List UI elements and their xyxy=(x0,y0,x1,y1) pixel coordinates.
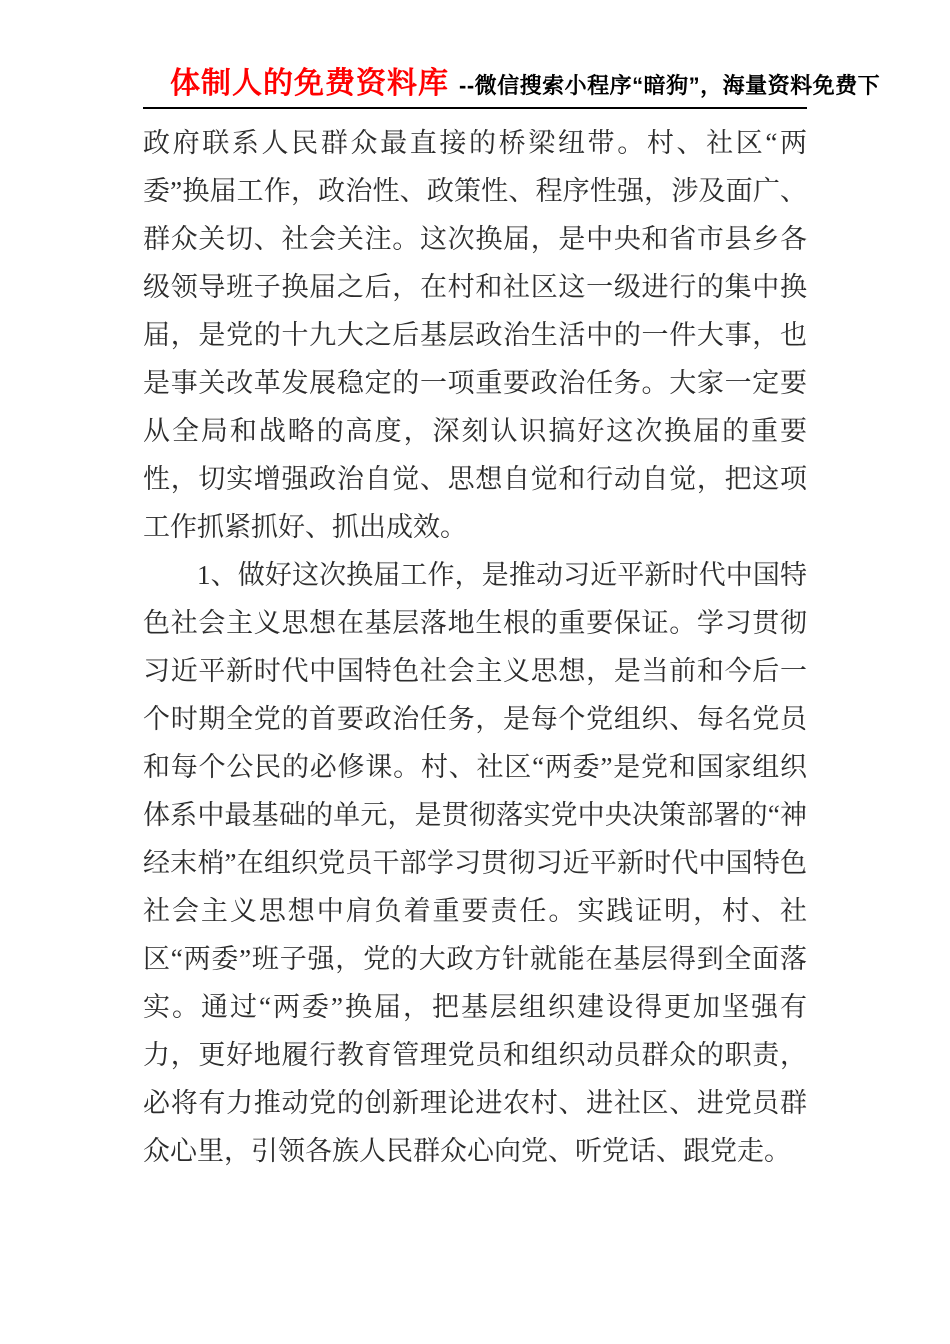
paragraph-1: 政府联系人民群众最直接的桥梁纽带。村、社区“两委”换届工作，政治性、政策性、程序性强，涉及面广、群众关切、社会关注。这次换届，是中央和省市县乡各级领导班子换届之后，在村和社区这一级进行的集中换届，是党的十九大之后基层政治生活中的一件大事，也是事关改革发展稳定的一项重要政治任务。大家一定要从全局和战略的高度，深刻认识搞好这次换届的重要性，切实增强政治自觉、思想自觉和行动自觉，把这项工作抓紧抓好、抓出成效。 xyxy=(143,128,807,542)
brand-title: 体制人的免费资料库 xyxy=(170,67,449,100)
brand-tagline: --微信搜索小程序“暗狗”，海量资料免费下 xyxy=(459,73,881,98)
document-body xyxy=(143,119,807,1175)
paragraph-2: 1、做好这次换届工作，是推动习近平新时代中国特色社会主义思想在基层落地生根的重要保证。学习贯彻习近平新时代中国特色社会主义思想，是当前和今后一个时期全党的首要政治任务，是每个党组织、每名党员和每个公民的必修课。村、社区“两委”是党和国家组织体系中最基础的单元，是贯彻落实党中央决策部署的“神经末梢”在组织党员干部学习贯彻习近平新时代中国特色社会主义思想中肩负着重要责任。实践证明，村、社区“两委”班子强，党的大政方针就能在基层得到全面落实。通过“两委”换届，把基层组织建设得更加坚强有力，更好地履行教育管理党员和组织动员群众的职责，必将有力推动党的创新理论进农村、进社区、进党员群众心里，引领各族人民群众心向党、听党话、跟党走。 xyxy=(143,560,807,1166)
promo-header xyxy=(143,58,881,109)
